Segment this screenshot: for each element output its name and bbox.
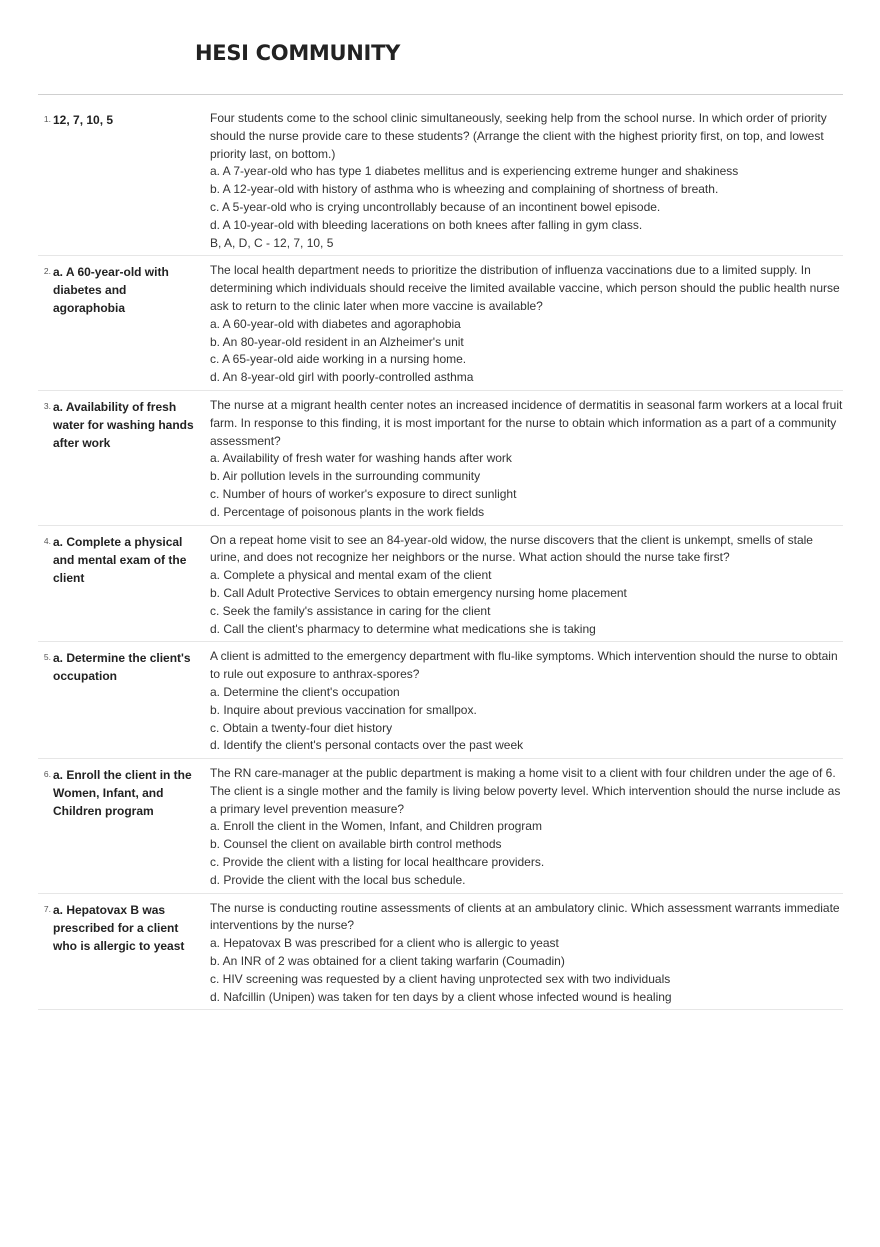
card-answer: a. Availability of fresh water for washing hands after work [53, 399, 194, 450]
card-option: d. Call the client's pharmacy to determine what medications she is taking [210, 621, 596, 636]
card-number: 4. [43, 535, 51, 546]
card-definition [210, 110, 843, 252]
flashcard [38, 532, 843, 643]
card-number: 3. [43, 400, 51, 411]
card-option: b. Counsel the client on available birth control methods [210, 837, 502, 852]
card-option: a. Availability of fresh water for washing hands after work [210, 451, 512, 466]
card-option: d. Provide the client with the local bus schedule. [210, 872, 466, 887]
card-number: 5. [43, 652, 51, 663]
card-question: On a repeat home visit to see an 84-year-old widow, the nurse discovers that the client is unkempt, smells of stale urine, and does not recognize her neighbors or the nurse. What action should the nurse take first? [210, 532, 813, 565]
card-option: b. Inquire about previous vaccination for smallpox. [210, 702, 477, 717]
card-answer: 12, 7, 10, 5 [53, 113, 114, 127]
card-option: c. HIV screening was requested by a client having unprotected sex with two individuals [210, 971, 671, 986]
card-number: 1. [43, 114, 51, 124]
card-term [38, 262, 210, 387]
card-term [38, 110, 210, 252]
flashcard [38, 110, 843, 256]
card-option: c. A 65-year-old aide working in a nursing home. [210, 352, 467, 367]
card-option: a. A 7-year-old who has type 1 diabetes mellitus and is experiencing extreme hunger and shakiness [210, 164, 739, 179]
card-question: Four students come to the school clinic simultaneously, seeking help from the school nurse. In which order of priority should the nurse provide care to these students? (Arrange the client with the highest priority first, on top, and lowest priority last, on bottom.) [210, 111, 827, 161]
card-definition [210, 648, 843, 755]
card-question: The nurse is conducting routine assessments of clients at an ambulatory clinic. Which assessment warrants immediate interventions by the nurse? [210, 900, 840, 933]
flashcard [38, 900, 843, 1011]
card-option: d. Identify the client's personal contacts over the past week [210, 738, 524, 753]
card-definition [210, 765, 843, 890]
card-option: c. Provide the client with a listing for local healthcare providers. [210, 855, 545, 870]
card-answer: a. Enroll the client in the Women, Infant, and Children program [53, 768, 192, 819]
card-number: 2. [43, 266, 51, 277]
flashcard [38, 648, 843, 759]
card-option: d. A 10-year-old with bleeding lacerations on both knees after falling in gym class. [210, 217, 643, 232]
card-term [38, 397, 210, 522]
card-definition [210, 900, 843, 1007]
card-option: B, A, D, C - 12, 7, 10, 5 [210, 235, 334, 250]
card-term [38, 900, 210, 1007]
card-option: a. Hepatovax B was prescribed for a client who is allergic to yeast [210, 936, 559, 951]
card-question: The local health department needs to prioritize the distribution of influenza vaccinations due to a limited supply. In determining which individuals should receive the limited available vaccine, which person should the public health nurse ask to return to the clinic later when more vaccine is available? [210, 263, 840, 313]
flashcard [38, 765, 843, 894]
card-option: c. Obtain a twenty-four diet history [210, 720, 393, 735]
card-term [38, 532, 210, 639]
card-option: b. An INR of 2 was obtained for a client taking warfarin (Coumadin) [210, 954, 565, 969]
card-question: A client is admitted to the emergency department with flu-like symptoms. Which intervention should the nurse to obtain to rule out exposure to anthrax-spores? [210, 649, 838, 682]
card-number: 7. [43, 903, 51, 914]
card-term [38, 648, 210, 755]
card-option: d. Nafcillin (Unipen) was taken for ten days by a client whose infected wound is healing [210, 989, 672, 1004]
card-definition [210, 397, 843, 522]
card-answer: a. Complete a physical and mental exam of the client [53, 534, 187, 585]
card-option: c. Number of hours of worker's exposure to direct sunlight [210, 486, 517, 501]
card-question: The nurse at a migrant health center notes an increased incidence of dermatitis in seasonal farm workers at a local fruit farm. In response to this finding, it is most important for the nurse to obtain which information as a part of a community assessment? [210, 397, 843, 448]
card-question: The RN care-manager at the public department is making a home visit to a client with four children under the age of 6. The client is a single mother and the family is living below poverty level. Which intervention should the nurse include as a primary level prevention measure? [210, 766, 841, 816]
card-option: b. An 80-year-old resident in an Alzheimer's unit [210, 334, 464, 349]
card-answer: a. Determine the client's occupation [53, 651, 191, 684]
card-option: b. A 12-year-old with history of asthma who is wheezing and complaining of shortness of breath. [210, 182, 719, 197]
card-answer: a. A 60-year-old with diabetes and agoraphobia [53, 265, 169, 316]
card-option: a. A 60-year-old with diabetes and agoraphobia [210, 316, 461, 331]
card-option: c. A 5-year-old who is crying uncontrollably because of an incontinent bowel episode. [210, 199, 661, 214]
card-option: c. Seek the family's assistance in caring for the client [210, 603, 491, 618]
card-option: b. Air pollution levels in the surrounding community [210, 469, 481, 484]
card-option: d. An 8-year-old girl with poorly-controlled asthma [210, 370, 474, 385]
card-option: a. Complete a physical and mental exam of the client [210, 568, 492, 583]
card-answer: a. Hepatovax B was prescribed for a client who is allergic to yeast [53, 902, 185, 953]
flashcard-list [38, 110, 843, 1016]
card-definition [210, 532, 843, 639]
title-divider [38, 94, 843, 95]
card-number: 6. [43, 769, 51, 780]
card-option: a. Enroll the client in the Women, Infant, and Children program [210, 819, 542, 834]
flashcard [38, 262, 843, 391]
card-option: b. Call Adult Protective Services to obtain emergency nursing home placement [210, 585, 627, 600]
card-term [38, 765, 210, 890]
page-title: HESI COMMUNITY [195, 41, 401, 65]
card-definition [210, 262, 843, 387]
card-option: d. Percentage of poisonous plants in the work fields [210, 504, 485, 519]
card-option: a. Determine the client's occupation [210, 684, 400, 699]
flashcard [38, 397, 843, 526]
